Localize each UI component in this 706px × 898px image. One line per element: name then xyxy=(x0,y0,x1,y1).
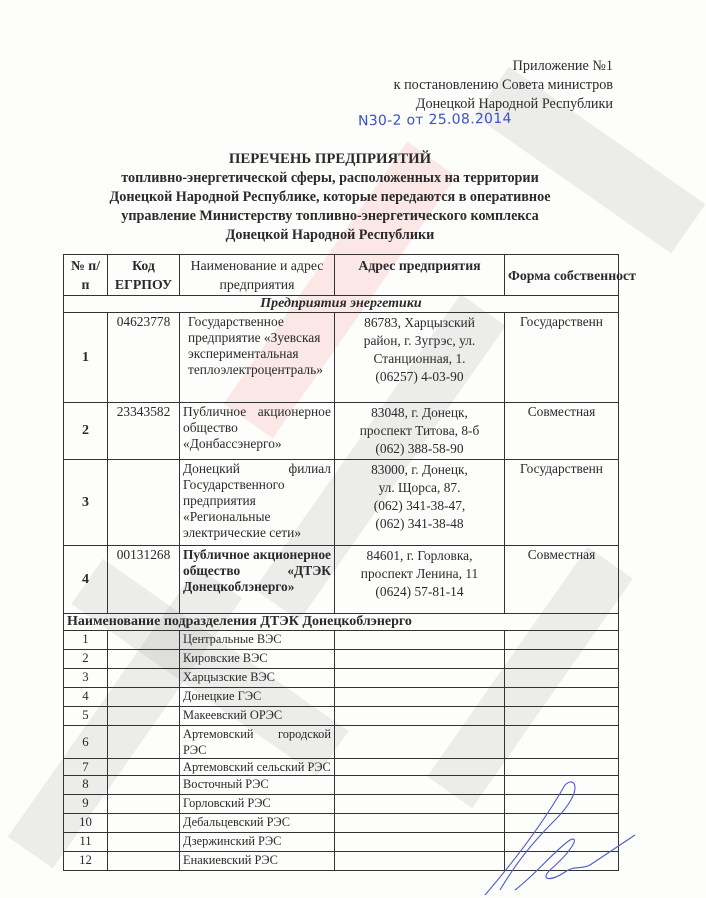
subdivision-num: 9 xyxy=(64,795,108,814)
row-name: Публичное акционерное общество «ДТЭК Донецкоблэнерго» xyxy=(180,546,335,614)
subdivision-name: Донецкие ГЭС xyxy=(180,688,335,707)
row-num: 3 xyxy=(64,460,108,546)
row-code: 23343582 xyxy=(108,403,180,460)
subdivision-code xyxy=(108,707,180,726)
subdivision-address xyxy=(335,631,505,650)
subdivision-num: 11 xyxy=(64,833,108,852)
address-line: 86783, Харцызский xyxy=(364,315,475,330)
row-name: Государственное предприятие «Зуевская экспериментальная теплоэлектроцентраль» xyxy=(180,313,335,403)
subdivision-name: Дзержинский РЭС xyxy=(180,833,335,852)
subdivision-address xyxy=(335,650,505,669)
subdivision-code xyxy=(108,814,180,833)
subdivision-code xyxy=(108,776,180,795)
row-num: 4 xyxy=(64,546,108,614)
section-subdivisions: Наименование подразделения ДТЭК Донецкоблэнерго xyxy=(64,614,619,631)
subdivision-ownership xyxy=(505,759,619,776)
document-title xyxy=(40,150,620,245)
subdivision-name: Енакиевский РЭС xyxy=(180,852,335,871)
subdivision-name: Макеевский ОРЭС xyxy=(180,707,335,726)
row-code xyxy=(108,460,180,546)
header-ownership: Форма собственност xyxy=(505,255,619,296)
annex-line-3: Донецкой Народной Республики xyxy=(415,96,613,112)
header-code: Код ЕГРПОУ xyxy=(108,255,180,296)
subdivision-num: 12 xyxy=(64,852,108,871)
title-line-1: топливно-энергетической сферы, расположенных на территории xyxy=(121,170,539,186)
subdivision-ownership xyxy=(505,688,619,707)
signature xyxy=(455,780,635,898)
address-line: (06257) 4-03-90 xyxy=(375,369,464,384)
subdivision-num: 10 xyxy=(64,814,108,833)
annex-header xyxy=(394,57,613,114)
subdivision-name: Харцызские ВЭС xyxy=(180,669,335,688)
subdivision-code xyxy=(108,688,180,707)
row-address xyxy=(335,546,505,614)
title-line-3: управление Министерству топливно-энергетического комплекса xyxy=(121,208,539,224)
subdivision-address xyxy=(335,669,505,688)
row-address xyxy=(335,460,505,546)
subdivision-address xyxy=(335,759,505,776)
table-row xyxy=(64,546,619,614)
subdivision-code xyxy=(108,795,180,814)
annex-line-2: к постановлению Совета министров xyxy=(393,77,613,93)
header-address: Адрес предприятия xyxy=(335,255,505,296)
address-line: Станционная, 1. xyxy=(373,351,466,366)
row-ownership: Государственн xyxy=(505,460,619,546)
subdivision-name: Кировские ВЭС xyxy=(180,650,335,669)
address-line: (062) 341-38-48 xyxy=(375,516,464,531)
subdivision-ownership xyxy=(505,726,619,759)
subdivision-num: 5 xyxy=(64,707,108,726)
subdivision-name: Дебальцевский РЭС xyxy=(180,814,335,833)
row-num: 2 xyxy=(64,403,108,460)
enterprises-table xyxy=(63,254,636,871)
row-name: Донецкий филиал Государственного предприятия «Региональные электрические сети» xyxy=(180,460,335,546)
address-line: 83048, г. Донецк, xyxy=(371,405,468,420)
subdivision-name: Артемовский городской РЭС xyxy=(180,726,335,759)
subdivision-code xyxy=(108,669,180,688)
subdivision-ownership xyxy=(505,707,619,726)
subdivision-num: 1 xyxy=(64,631,108,650)
title-heading: ПЕРЕЧЕНЬ ПРЕДПРИЯТИЙ xyxy=(228,151,432,167)
subdivision-num: 4 xyxy=(64,688,108,707)
table-row xyxy=(64,313,619,403)
subdivision-name: Артемовский сельский РЭС xyxy=(180,759,335,776)
subdivision-num: 7 xyxy=(64,759,108,776)
section-row xyxy=(64,296,619,313)
address-line: район, г. Зугрэс, ул. xyxy=(363,333,476,348)
subdivision-ownership xyxy=(505,669,619,688)
subdivision-code xyxy=(108,726,180,759)
subdivision-num: 2 xyxy=(64,650,108,669)
subdivision-row xyxy=(64,726,619,759)
subdivision-address xyxy=(335,707,505,726)
annex-line-1: Приложение №1 xyxy=(512,58,613,74)
signature-stroke xyxy=(485,782,575,895)
handwritten-resolution-number: N30-2 от 25.08.2014 xyxy=(357,110,512,130)
subdivision-row xyxy=(64,669,619,688)
subdivision-code xyxy=(108,631,180,650)
subsection-row xyxy=(64,614,619,631)
address-line: 83000, г. Донецк, xyxy=(371,462,468,477)
subdivision-ownership xyxy=(505,650,619,669)
row-ownership: Совместная xyxy=(505,546,619,614)
row-code: 00131268 xyxy=(108,546,180,614)
subdivision-address xyxy=(335,726,505,759)
subdivision-ownership xyxy=(505,631,619,650)
row-num: 1 xyxy=(64,313,108,403)
subdivision-num: 3 xyxy=(64,669,108,688)
subdivision-code xyxy=(108,759,180,776)
subdivision-address xyxy=(335,688,505,707)
row-ownership: Совместная xyxy=(505,403,619,460)
subdivision-num: 8 xyxy=(64,776,108,795)
row-ownership: Государственн xyxy=(505,313,619,403)
address-line: проспект Титова, 8-б xyxy=(359,423,480,438)
table-header-row xyxy=(64,255,619,296)
address-line: 84601, г. Горловка, xyxy=(366,548,473,563)
subdivision-row xyxy=(64,707,619,726)
address-line: (062) 388-58-90 xyxy=(375,441,464,456)
address-line: проспект Ленина, 11 xyxy=(360,566,479,581)
address-line: (062) 341-38-47, xyxy=(373,498,466,513)
row-code: 04623778 xyxy=(108,313,180,403)
row-address xyxy=(335,403,505,460)
subdivision-name: Центральные ВЭС xyxy=(180,631,335,650)
title-line-4: Донецкой Народной Республики xyxy=(225,227,435,243)
header-name: Наименование и адрес предприятия xyxy=(180,255,335,296)
header-num: № п/п xyxy=(64,255,108,296)
subdivision-row xyxy=(64,688,619,707)
subdivision-name: Восточный РЭС xyxy=(180,776,335,795)
subdivision-code xyxy=(108,852,180,871)
title-line-2: Донецкой Народной Республике, которые передаются в оперативное xyxy=(109,189,551,205)
address-line: (0624) 57-81-14 xyxy=(375,584,464,599)
subdivision-row xyxy=(64,650,619,669)
subdivision-name: Горловский РЭС xyxy=(180,795,335,814)
subdivision-row xyxy=(64,759,619,776)
table-row xyxy=(64,403,619,460)
address-line: ул. Щорса, 87. xyxy=(378,480,461,495)
row-name: Публичное акционерное общество «Донбассэнерго» xyxy=(180,403,335,460)
subdivision-code xyxy=(108,650,180,669)
subdivision-code xyxy=(108,833,180,852)
table-row xyxy=(64,460,619,546)
row-address xyxy=(335,313,505,403)
subdivision-num: 6 xyxy=(64,726,108,759)
subdivision-row xyxy=(64,631,619,650)
section-energy-enterprises: Предприятия энергетики xyxy=(64,296,619,313)
